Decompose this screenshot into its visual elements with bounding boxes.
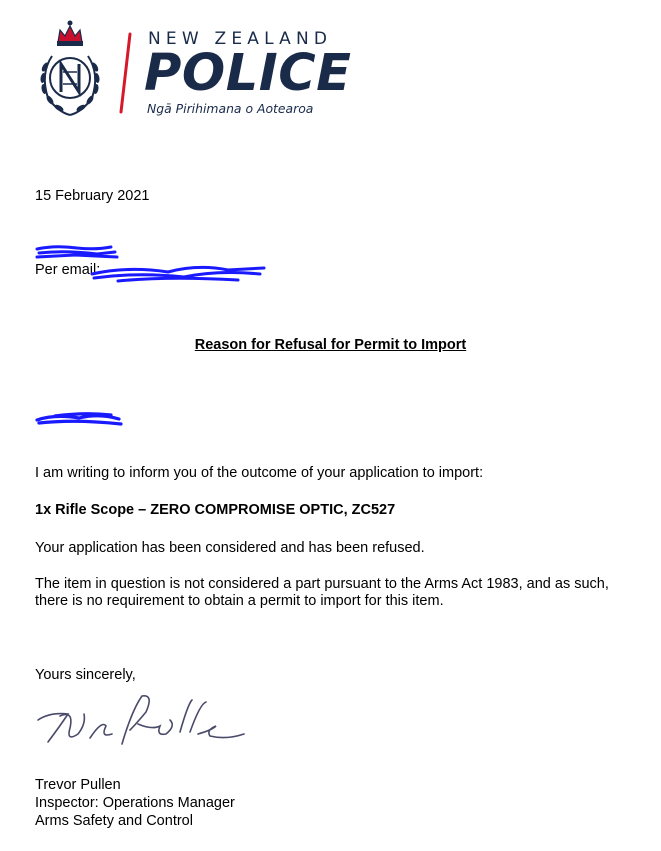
handwritten-signature <box>30 690 250 752</box>
paragraph-intro: I am writing to inform you of the outcome of your application to import: <box>35 465 484 481</box>
paragraph-reason: The item in question is not considered a part pursuant to the Arms Act 1983, and as such, there is no requirement to obtain a permit to import for this item. <box>35 576 609 609</box>
org-name-line1: NEW ZEALAND <box>148 29 333 49</box>
signatory-name: Trevor Pullen <box>35 777 121 793</box>
closing: Yours sincerely, <box>35 667 136 683</box>
redacted-email-address <box>88 260 268 284</box>
police-crest-logo <box>30 12 110 120</box>
import-item: 1x Rifle Scope – ZERO COMPROMISE OPTIC, ZC527 <box>35 502 396 518</box>
org-tagline: Ngā Pirihimana o Aotearoa <box>147 101 314 116</box>
redacted-recipient-name <box>35 245 119 259</box>
signatory-title: Inspector: Operations Manager <box>35 795 235 811</box>
org-name-line2: POLICE <box>144 44 352 103</box>
letter-date: 15 February 2021 <box>35 188 150 204</box>
brand-accent-bar <box>118 32 132 114</box>
letter-title: Reason for Refusal for Permit to Import <box>194 337 467 353</box>
paragraph-decision: Your application has been considered and has been refused. <box>35 540 425 556</box>
signatory-department: Arms Safety and Control <box>35 813 193 829</box>
redacted-salutation <box>35 411 125 427</box>
crown-icon <box>57 21 83 47</box>
per-email-label: Per email: <box>35 262 101 278</box>
